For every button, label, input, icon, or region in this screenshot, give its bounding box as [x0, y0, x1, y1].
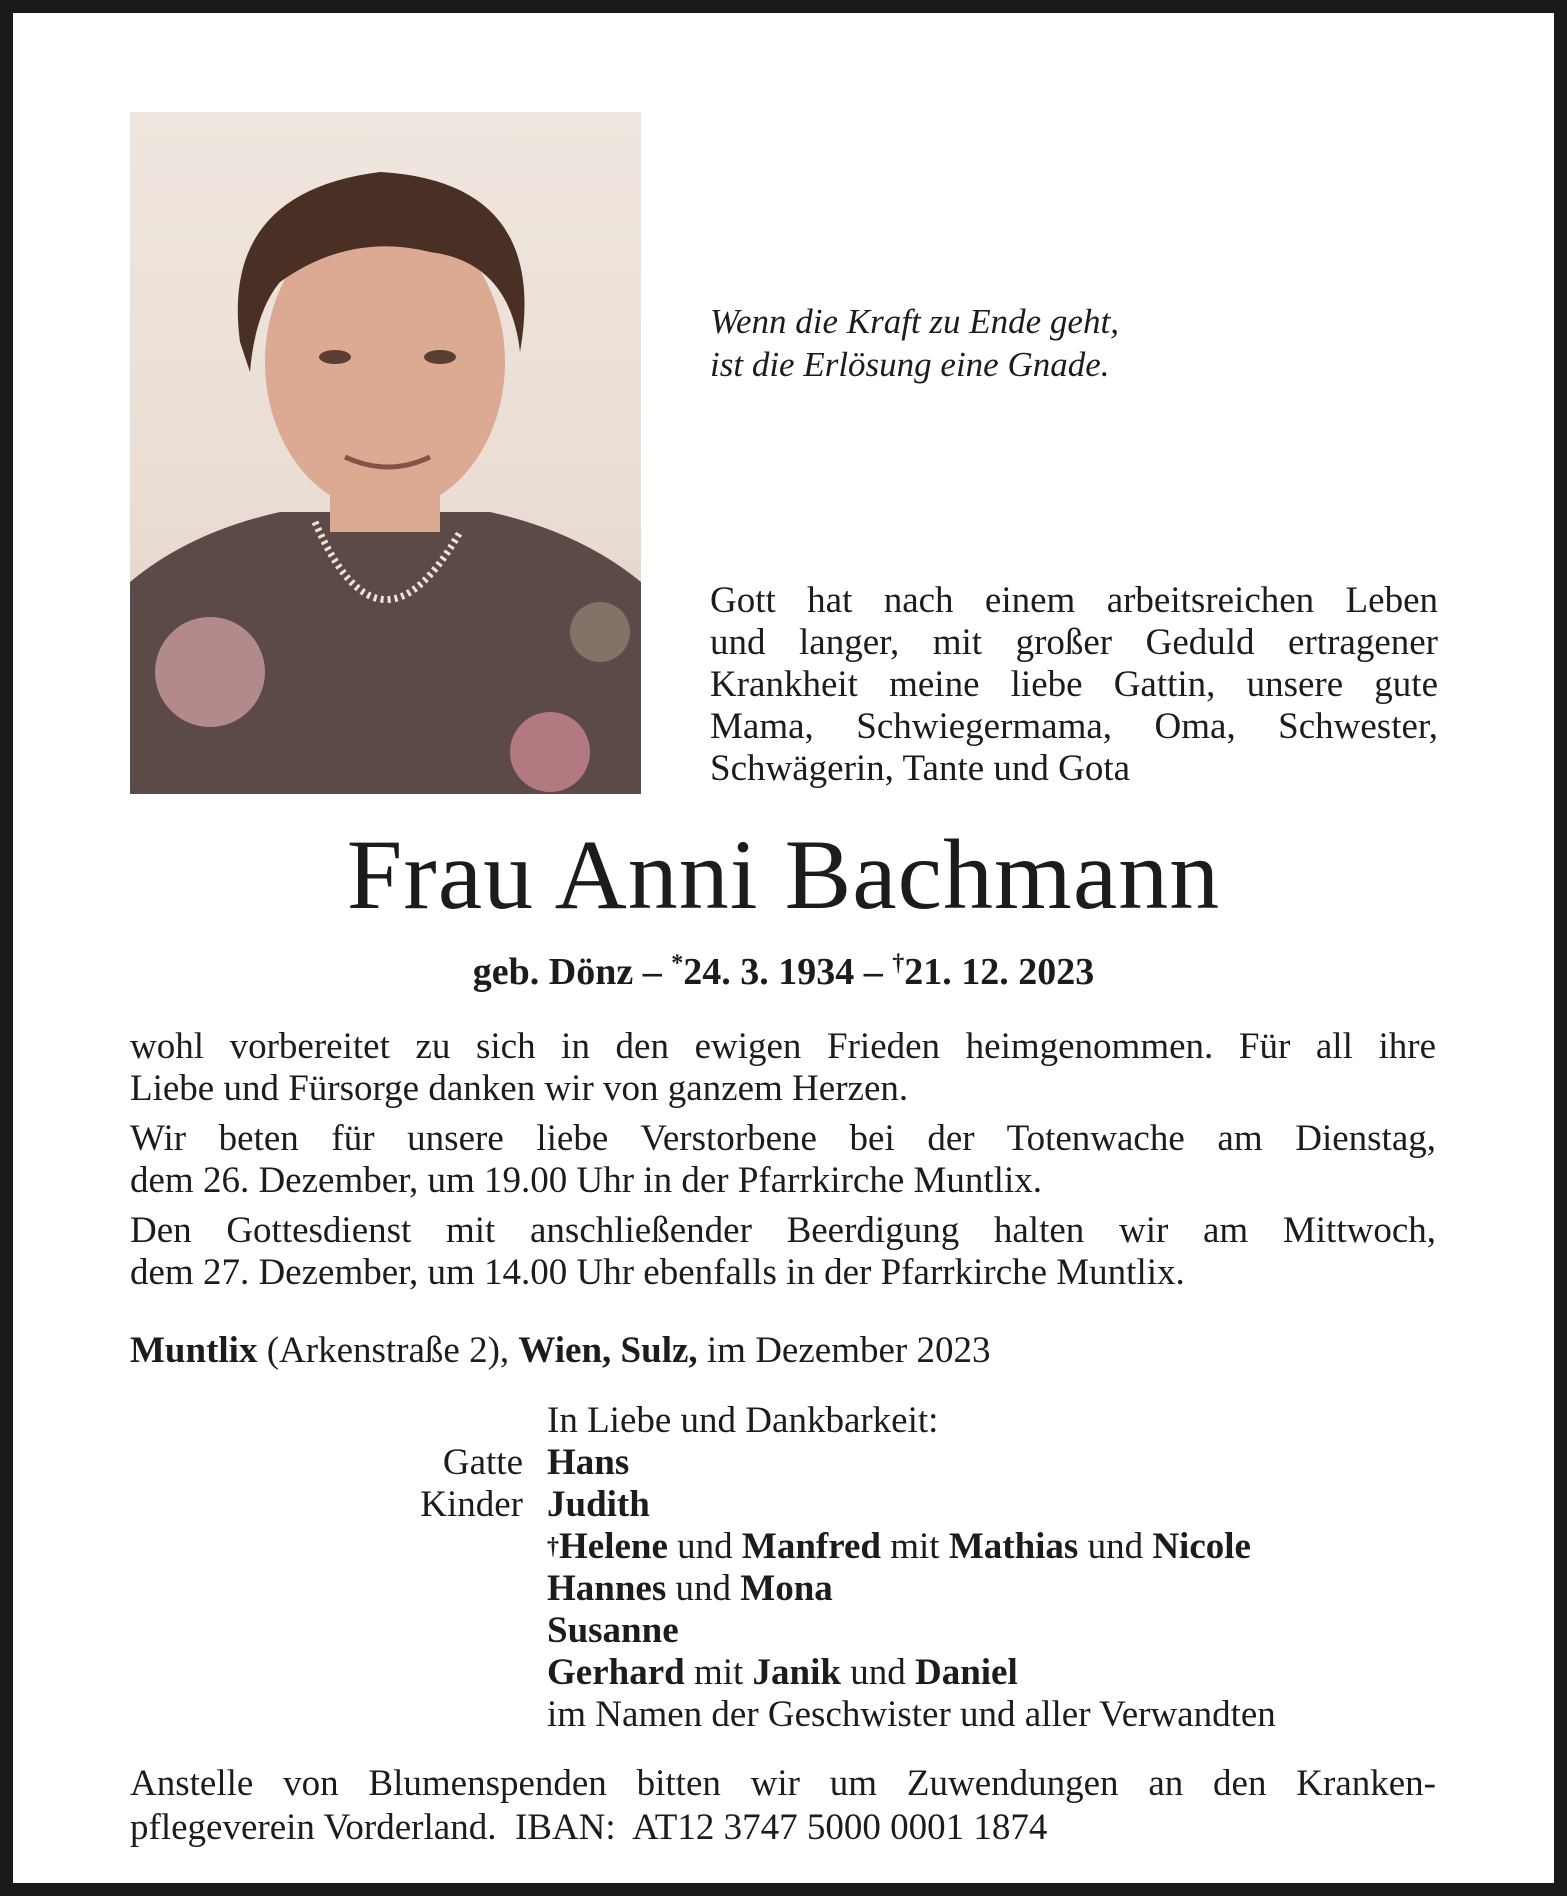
family-list — [130, 1400, 1440, 1736]
intro-line: Schwägerin, Tante und Gota — [710, 748, 1131, 789]
separator: – — [642, 951, 662, 993]
memorial-quote — [710, 300, 1119, 386]
quote-line: ist die Erlösung eine Gnade. — [710, 345, 1110, 384]
name: Helene — [559, 1526, 668, 1567]
body-line: Liebe und Fürsorge danken wir von ganzem Herzen. — [130, 1068, 909, 1109]
family-member: Hans — [547, 1442, 630, 1483]
other-places: Wien, Sulz, — [518, 1330, 698, 1371]
family-member — [547, 1526, 1251, 1568]
separator: – — [863, 951, 883, 993]
body-line: Wir beten für unsere liebe Verstorbene bei der Totenwache am Dienstag, — [130, 1118, 1436, 1159]
place-date-line — [130, 1330, 990, 1372]
family-member: Judith — [547, 1484, 650, 1525]
conj: und — [850, 1652, 906, 1693]
town: Muntlix — [130, 1330, 258, 1371]
relation-label: Gatte — [442, 1442, 523, 1483]
intro-text — [710, 580, 1438, 790]
body-line: dem 27. Dezember, um 14.00 Uhr ebenfalls in der Pfarrkirche Muntlix. — [130, 1252, 1185, 1293]
quote-line: Wenn die Kraft zu Ende geht, — [710, 302, 1119, 341]
conj: und — [677, 1526, 733, 1567]
intro-line: Mama, Schwiegermama, Oma, Schwester, — [710, 706, 1438, 747]
address: (Arkenstraße 2), — [266, 1330, 510, 1371]
body-line: Den Gottesdienst mit anschließender Beerdigung halten wir am Mittwoch, — [130, 1210, 1436, 1251]
name: Mona — [740, 1568, 833, 1609]
body-text — [130, 1026, 1436, 1302]
name: Janik — [752, 1652, 841, 1693]
name: Gerhard — [547, 1652, 685, 1693]
name: Hannes — [547, 1568, 667, 1609]
portrait-image — [130, 112, 641, 794]
family-member — [547, 1568, 833, 1610]
name: Manfred — [741, 1526, 881, 1567]
death-date: 21. 12. 2023 — [904, 951, 1095, 993]
body-line: dem 26. Dezember, um 19.00 Uhr in der Pfarrkirche Muntlix. — [130, 1160, 1042, 1201]
name: Mathias — [948, 1526, 1079, 1567]
portrait-photo — [130, 112, 641, 794]
intro-line: und langer, mit großer Geduld ertragener — [710, 622, 1438, 663]
relation-label: Kinder — [420, 1484, 523, 1525]
death-mark: † — [892, 950, 905, 977]
family-member: Susanne — [547, 1610, 679, 1651]
paragraph — [130, 1026, 1436, 1110]
closing-line: pflegeverein Vorderland. IBAN: AT12 3747 5000 0001 1874 — [130, 1807, 1048, 1848]
conj: und — [675, 1568, 732, 1609]
family-heading: In Liebe und Dankbarkeit: — [547, 1400, 939, 1441]
life-dates — [0, 950, 1567, 994]
conj: mit — [693, 1652, 744, 1693]
donation-note — [130, 1762, 1436, 1850]
dagger-mark: † — [547, 1534, 559, 1560]
birth-mark: * — [671, 950, 684, 977]
closing-line: Anstelle von Blumenspenden bitten wir um Zuwendungen an den Kranken- — [130, 1763, 1436, 1804]
date: im Dezember 2023 — [706, 1330, 991, 1371]
maiden-name: geb. Dönz — [472, 951, 634, 993]
paragraph — [130, 1118, 1436, 1202]
deceased-name: Frau Anni Bachmann — [346, 819, 1221, 930]
birth-date: 24. 3. 1934 — [683, 951, 855, 993]
intro-line: Gott hat nach einem arbeitsreichen Leben — [710, 580, 1438, 621]
conj: mit — [890, 1526, 940, 1567]
paragraph — [130, 1210, 1436, 1294]
intro-line: Krankheit meine liebe Gattin, unsere gute — [710, 664, 1438, 705]
body-line: wohl vorbereitet zu sich in den ewigen Frieden heimgenommen. Für all ihre — [130, 1026, 1436, 1067]
name: Daniel — [914, 1652, 1018, 1693]
family-member — [547, 1652, 1018, 1694]
conj: und — [1087, 1526, 1144, 1567]
name: Nicole — [1152, 1526, 1251, 1567]
family-footer: im Namen der Geschwister und aller Verwandten — [547, 1694, 1276, 1735]
